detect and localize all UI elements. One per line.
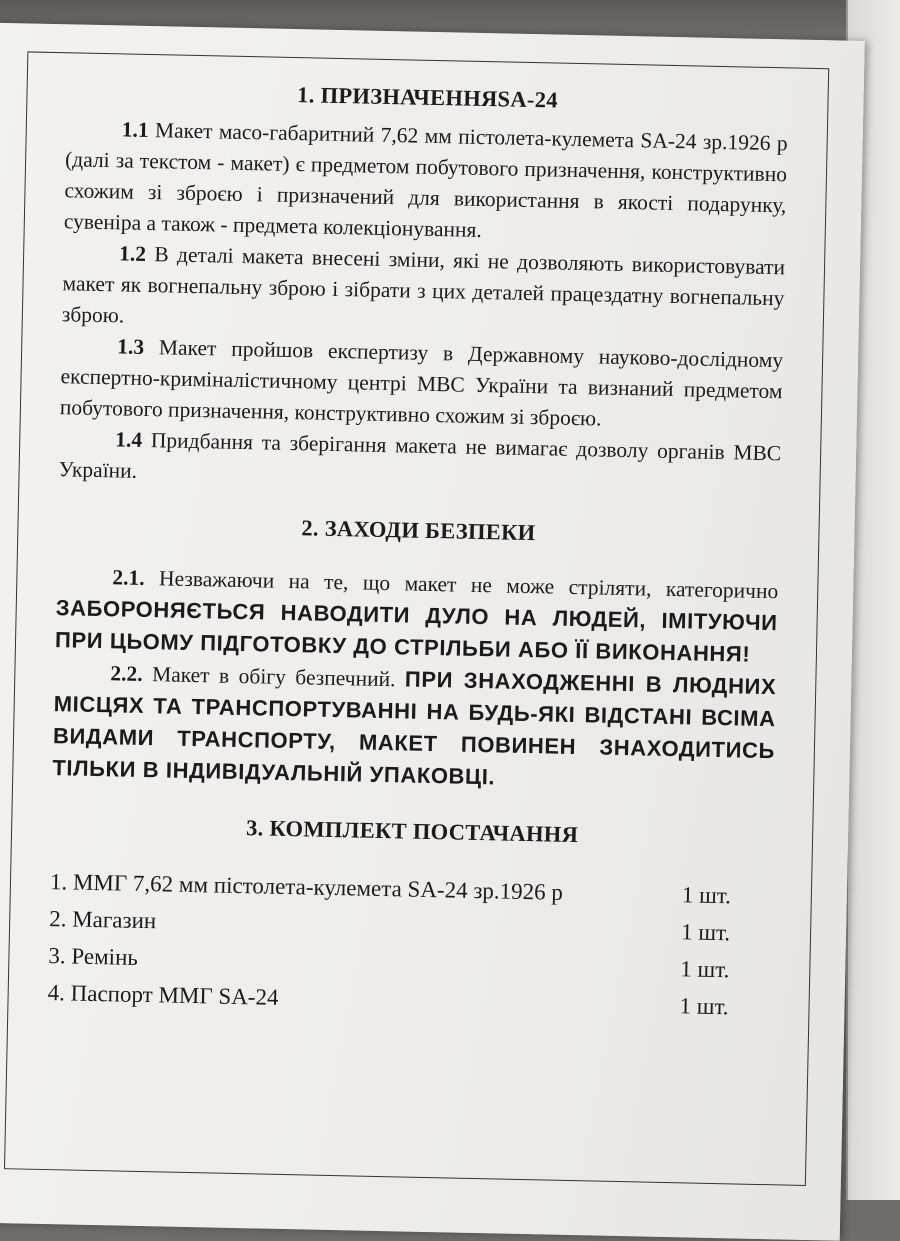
paragraph-text: Макет масо-габаритний 7,62 мм пістолета-кулемета SA-24 зр.1926 р (далі за текстом - макет) є предметом побутового призначення, конструктивно схожим зі зброєю і призначений для використання в якості подарунку, сувеніра а також - предмета колекціонування. <box>63 118 788 242</box>
document-page <box>0 22 865 1241</box>
paragraph-number: 2.1. <box>112 565 145 590</box>
item-quantity: 1 шт. <box>681 882 732 909</box>
section-1-title: 1. ПРИЗНАЧЕННЯSA-24 <box>296 82 559 113</box>
paragraph-number: 1.2 <box>118 241 147 266</box>
section-2-body <box>52 560 779 799</box>
item-name: 2. Магазин <box>48 906 157 934</box>
paragraph-1-2 <box>62 237 786 345</box>
paragraph-number: 1.1 <box>121 117 149 142</box>
section-2-title: 2. ЗАХОДИ БЕЗПЕКИ <box>301 515 536 546</box>
paragraph-text: Макет пройшов експертизу в Державному науково-дослідному експертно-криміналістичному центрі МВС України та визнаний предметом побутового призначення, конструктивно схожим зі зброєю. <box>59 335 784 431</box>
document-content <box>47 74 788 1026</box>
paragraph-2-1 <box>55 560 779 671</box>
item-quantity: 1 шт. <box>679 993 729 1020</box>
paragraph-1-3 <box>60 330 784 438</box>
section-3-title: 3. КОМПЛЕКТ ПОСТАЧАННЯ <box>245 815 579 848</box>
item-quantity: 1 шт. <box>680 956 730 983</box>
paragraph-number: 1.3 <box>116 334 145 359</box>
item-quantity: 1 шт. <box>680 919 731 946</box>
paragraph-number: 1.4 <box>115 427 143 452</box>
warning-text: ЗАБОРОНЯЄТЬСЯ НАВОДИТИ ДУЛО НА ЛЮДЕЙ, ІМІТУЮЧИ ПРИ ЦЬОМУ ПІДГОТОВКУ ДО СТРІЛЬБИ АБО ЇЇ ВИКОНАННЯ! <box>54 595 778 667</box>
paragraph-2-2 <box>52 656 777 799</box>
item-name: 4. Паспорт ММГ SA-24 <box>47 980 279 1010</box>
paragraph-text: Придбання та зберігання макета не вимагає дозволу органів МВС України. <box>58 428 782 483</box>
paragraph-text: Макет в обігу безпечний. <box>151 662 396 692</box>
item-name: 1. ММГ 7,62 мм пістолета-кулемета SA-24 зр.1926 р <box>49 869 564 905</box>
item-name: 3. Ремінь <box>48 943 139 970</box>
warning-text: ПРИ ЗНАХОДЖЕННІ В ЛЮДНИХ МІСЦЯХ ТА ТРАНСПОРТУВАННІ НА БУДЬ-ЯКІ ВІДСТАНІ ВСІМА ВИДАМИ ТРАНСПОРТУ, МАКЕТ ПОВИНЕН ЗНАХОДИТИСЬ ТІЛЬКИ В ІНДИВІДУАЛЬНІЙ УПАКОВЦІ. <box>52 666 777 790</box>
paragraph-text: В деталі макета внесені зміни, які не дозволяють використовувати макет як вогнепальну зброю і зібрати з цих деталей працездатну вогнепальну зброю. <box>61 242 786 328</box>
paragraph-text: Незважаючи на те, що макет не може стріляти, категорично <box>158 566 779 604</box>
delivery-list <box>47 863 772 1026</box>
paragraph-1-1 <box>64 113 788 252</box>
paragraph-number: 2.2. <box>110 661 143 686</box>
